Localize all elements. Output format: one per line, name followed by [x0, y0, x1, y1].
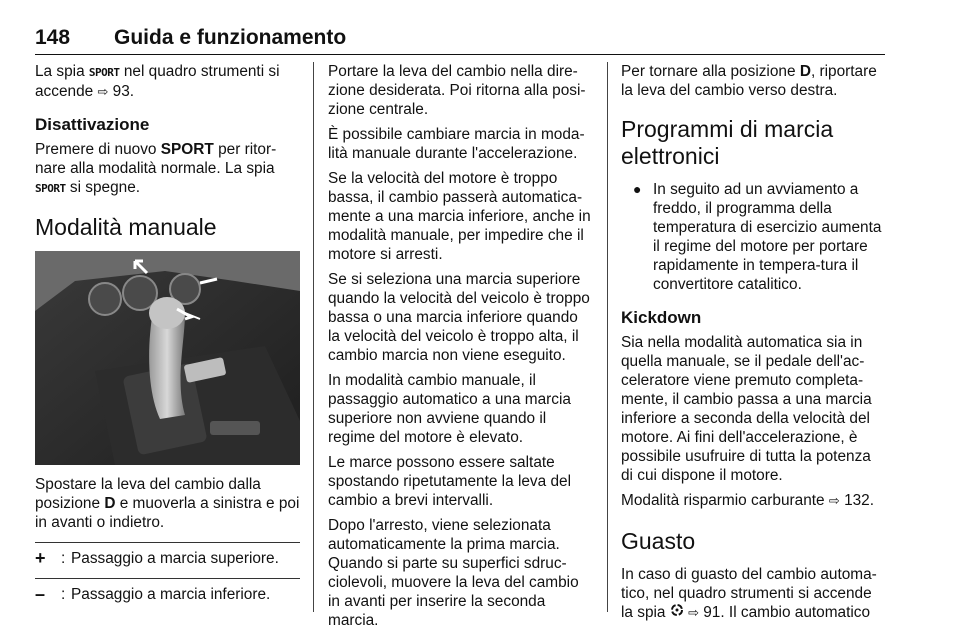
legend-text: Passaggio a marcia inferiore.	[71, 586, 271, 603]
paragraph: In modalità cambio manuale, il passaggio automatico a una marcia superiore non avviene quando il regime del motore è elevato.	[328, 372, 571, 446]
page-ref-link[interactable]: 91. Il cambio automatico	[703, 604, 871, 621]
fuel-saving-paragraph: Modalità risparmio carburante ⇨ 132.	[621, 492, 875, 509]
chapter-title: Guida e funzionamento	[114, 26, 347, 49]
minus-icon: –	[35, 584, 46, 604]
wrench-gear-icon	[670, 603, 684, 622]
paragraph: È possibile cambiare marcia in moda-lità manuale durante l'accelerazione.	[328, 126, 585, 162]
sport-icon: SPORT	[35, 182, 66, 195]
column-left	[35, 62, 300, 604]
figure-caption: Spostare la leva del cambio dalla posizione D e muoverla a sinistra e poi in avanti o indietro.	[35, 476, 300, 531]
heading-disattivazione: Disattivazione	[35, 115, 150, 134]
sport-icon: SPORT	[88, 66, 120, 79]
heading-guasto: Guasto	[621, 528, 696, 554]
paragraph: Se si seleziona una marcia superiore quando la velocità del veicolo è troppo bassa o una marcia inferiore quando la velocità del veicolo è troppo alta, il cambio marcia non viene eseguito.	[328, 271, 590, 364]
bullet-icon: ●	[633, 181, 642, 197]
plus-icon: +	[35, 548, 46, 568]
legend-text: Passaggio a marcia superiore.	[71, 550, 279, 567]
paragraph: Le marce possono essere saltate spostando ripetutamente la leva del cambio a brevi intervalli.	[328, 454, 571, 509]
heading-kickdown: Kickdown	[621, 308, 702, 327]
page-ref-arrow-icon: ⇨	[97, 84, 109, 99]
list-item: ● In seguito ad un avviamento a freddo, il programma della temperatura di esercizio aumenta il regime del motore per portare rapidamente in tempera-tura il convertitore catalitico.	[633, 181, 882, 293]
page-ref-link[interactable]: 132.	[844, 492, 875, 509]
legend-item-upshift: + : Passaggio a marcia superiore.	[35, 542, 300, 568]
deactivation-paragraph: Premere di nuovo SPORT per ritor-nare alla modalità normale. La spia SPORT si spegne.	[35, 141, 277, 196]
page-number: 148	[35, 26, 71, 49]
heading-programmi: Programmi di marcia elettronici	[621, 116, 834, 169]
return-to-d-paragraph: Per tornare alla posizione D, riportare la leva del cambio verso destra.	[621, 63, 877, 99]
paragraph: Portare la leva del cambio nella dire-zione desiderata. Poi ritorna alla posi-zione centrale.	[328, 63, 586, 118]
page-ref-arrow-icon: ⇨	[828, 493, 840, 508]
sport-indicator-paragraph: La spia SPORT nel quadro strumenti si accende ⇨ 93.	[35, 63, 280, 100]
fault-paragraph: In caso di guasto del cambio automa-tico, nel quadro strumenti si accende la spia ⇨ 91. Il cambio automatico	[621, 566, 877, 621]
column-middle	[328, 62, 593, 636]
column-divider	[607, 62, 608, 612]
kickdown-paragraph: Sia nella modalità automatica sia in quella manuale, se il pedale dell'ac-celeratore viene premuto completa-mente, il cambio passa a una marcia inferiore a seconda della velocità del motore. Ai fini dell'accelerazione, è possibile usufruire di tutta la potenza di cui dispone il motore.	[621, 334, 872, 484]
page-ref-arrow-icon: ⇨	[688, 605, 699, 620]
column-right	[621, 62, 887, 628]
page-ref-link[interactable]: 93.	[112, 83, 135, 100]
gear-lever-photo	[35, 251, 300, 465]
page-header	[35, 26, 885, 55]
paragraph: Se la velocità del motore è troppo bassa, il cambio passerà automatica-mente a una marcia inferiore, anche in modalità manuale, per impedire che il motore si arresti.	[328, 170, 591, 263]
heading-modalita-manuale: Modalità manuale	[35, 214, 217, 240]
column-divider	[313, 62, 314, 612]
paragraph: Dopo l'arresto, viene selezionata automaticamente la prima marcia. Quando si parte su superfici sdruc-ciolevoli, muovere la leva del cambio in avanti per inserire la seconda marcia.	[328, 517, 579, 629]
legend-item-downshift: – : Passaggio a marcia inferiore.	[35, 578, 300, 604]
